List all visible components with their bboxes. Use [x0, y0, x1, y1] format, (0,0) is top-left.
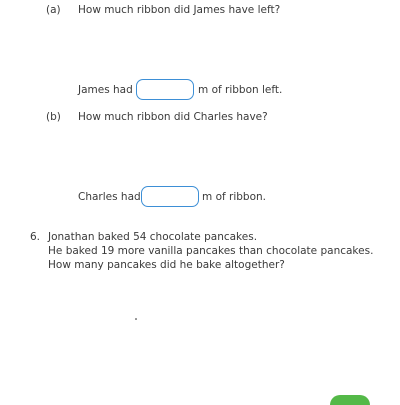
part-a-answer-box[interactable] [136, 79, 194, 100]
part-b-question: How much ribbon did Charles have? [78, 111, 268, 123]
part-a-answer-prefix: James had [78, 84, 133, 96]
part-a-answer-suffix: m of ribbon left. [198, 84, 283, 96]
question-6-line-2: He baked 19 more vanilla pancakes than chocolate pancakes. [48, 245, 374, 257]
stray-mark [135, 318, 137, 320]
corner-tab-decoration [330, 395, 370, 405]
part-b-label: (b) [46, 111, 61, 123]
question-6-number: 6. [30, 231, 41, 243]
part-b-answer-prefix: Charles had [78, 191, 141, 203]
question-6-line-3: How many pancakes did he bake altogether? [48, 259, 285, 271]
question-6-line-1: Jonathan baked 54 chocolate pancakes. [48, 231, 258, 243]
part-a-label: (a) [46, 4, 61, 16]
part-a-question: How much ribbon did James have left? [78, 4, 281, 16]
part-b-answer-suffix: m of ribbon. [202, 191, 267, 203]
part-b-answer-box[interactable] [141, 186, 199, 207]
